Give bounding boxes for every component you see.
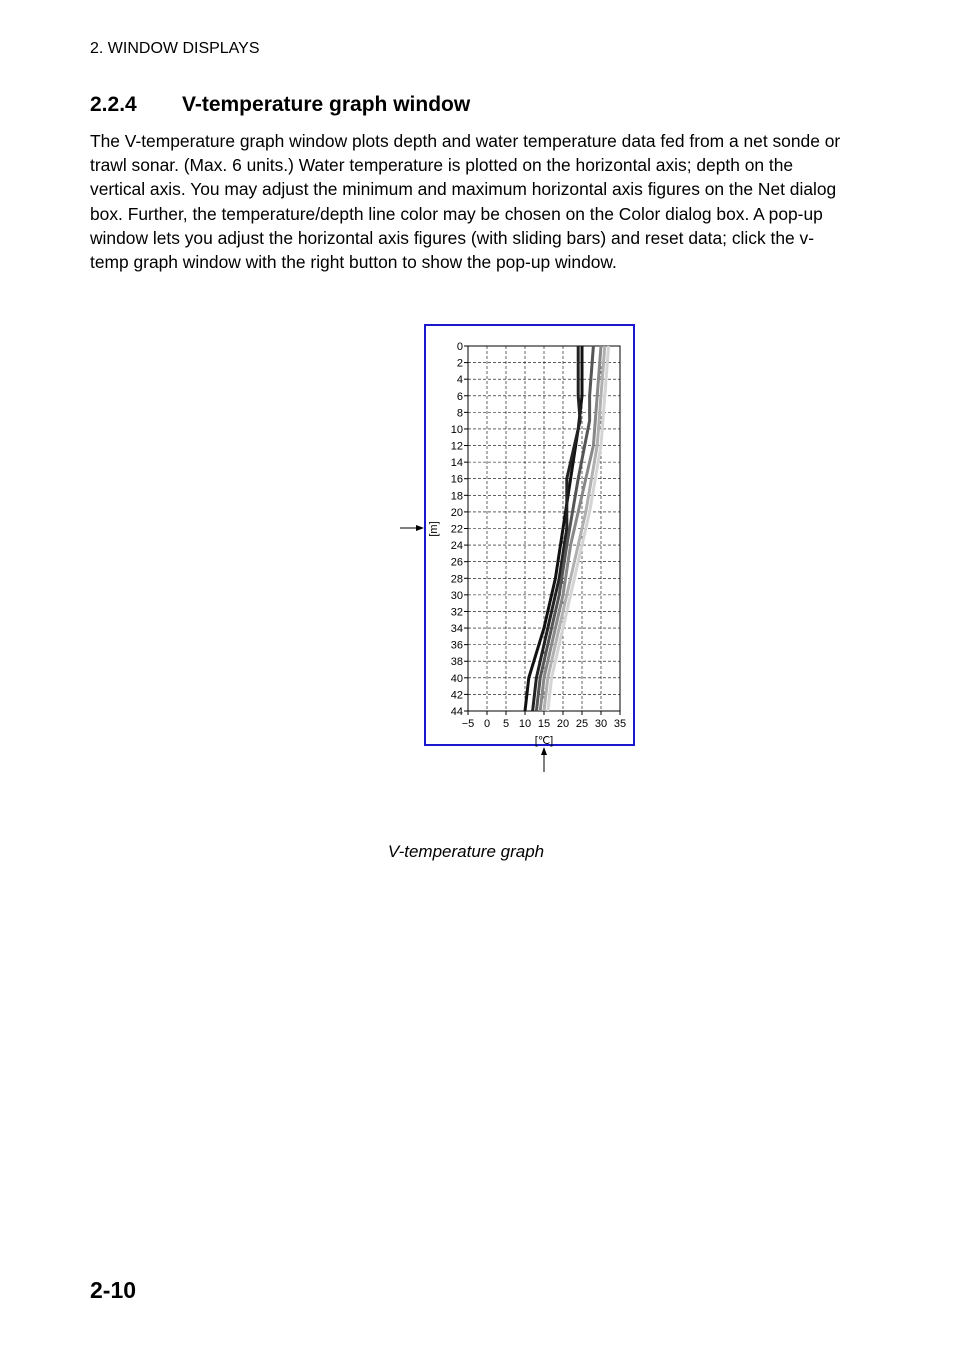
section-title: V-temperature graph window [182,93,471,116]
y-tick-label: 4 [456,374,463,387]
y-tick-label: 20 [450,506,463,519]
y-tick-label: 34 [450,623,463,636]
x-tick-label: −5 [461,718,475,730]
y-tick-label: 14 [450,457,463,470]
y-tick-label: 10 [450,423,463,436]
y-tick-label: 26 [450,556,463,569]
y-axis-label: [m] [428,521,440,537]
y-tick-label: 8 [456,407,463,420]
body-paragraph: The V-temperature graph window plots depth and water temperature data fed from a net sonde or trawl sonar. (Max. 6 units.) Water temperature is plotted on the horizontal axis; depth on the vertical axis. You may adjust the minimum and maximum horizontal axis figures on the Net dialog box. Further, the temperature/depth line color may be chosen on the Color dialog box. A pop-up window lets you adjust the horizontal axis figures (with sliding bars) and reset data; click the v-temp graph window with the right button to show the pop-up window. [90,131,841,273]
figure-caption: V-temperature graph [387,842,545,861]
running-head: 2. WINDOW DISPLAYS [90,40,260,57]
y-tick-label: 40 [450,672,463,685]
y-tick-label: 12 [450,440,463,453]
x-axis-label: [℃] [534,735,554,747]
y-tick-label: 28 [450,573,463,586]
y-tick-label: 6 [456,390,463,403]
y-tick-label: 32 [450,606,463,619]
x-tick-label: 5 [502,718,510,730]
section-number: 2.2.4 [90,93,137,116]
y-tick-label: 38 [450,656,463,669]
y-tick-label: 36 [450,639,463,652]
x-tick-label: 0 [483,718,491,730]
y-axis-pointer-arrow [400,525,424,531]
y-tick-label: 0 [456,341,463,353]
y-tick-label: 44 [450,706,463,718]
y-tick-label: 30 [450,589,463,602]
chart-series-group [525,346,609,711]
y-tick-label: 2 [456,357,463,370]
x-axis-pointer-arrow [541,747,547,772]
x-tick-label: 20 [556,718,570,730]
x-tick-label: 30 [594,718,608,730]
y-tick-label: 16 [450,473,463,486]
y-tick-label: 24 [450,540,463,553]
x-tick-label: 35 [613,718,627,730]
y-tick-label: 22 [450,523,463,536]
page-number: 2-10 [90,1277,137,1303]
x-tick-label: 25 [575,718,589,730]
y-tick-label: 42 [450,689,463,702]
y-tick-label: 18 [450,490,463,503]
x-tick-label: 10 [518,718,532,730]
x-tick-label: 15 [537,718,551,730]
